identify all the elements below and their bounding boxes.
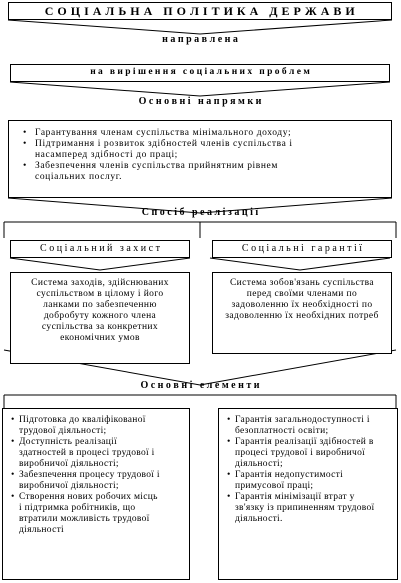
bullet-icon: • [227,492,231,502]
bullet-icon: • [11,492,15,502]
elements-right-list [227,415,377,525]
main-directions-list [23,128,323,183]
bullet-icon: • [23,139,27,149]
element-text: Гарантія реалізації здібностей в процесі трудової і виробничої діяльності; [235,437,374,469]
aimed-label: н а п р а в л е н а [162,34,238,45]
element-text: Гарантія недопустимості примусової праці; [235,470,344,491]
method-label: С п о с і б р е а л і з а ц і ї [141,207,259,218]
element-text: Підготовка до кваліфікованої трудової діяльності; [19,415,146,436]
title-box [8,2,392,20]
element-text: Гарантія мінімізації втрат у зв'язку із припиненням трудової діяльності. [235,492,375,524]
main-direction-item [23,139,323,161]
element-text: Доступність реалізації здатностей в процесі трудової і виробничої діяльності; [19,437,155,469]
bullet-icon: • [23,128,27,138]
element-item [11,437,161,470]
elements-right-box [218,408,398,580]
bullet-icon: • [11,470,15,480]
bullet-icon: • [227,415,231,425]
bullet-icon: • [227,437,231,447]
social-guarantees-header [212,240,392,258]
aimed-target-box [10,64,390,82]
element-text: Забезпечення процесу трудової і виробничої діяльності; [19,470,160,491]
element-item [227,492,377,525]
main-direction-item [23,161,323,183]
main-elements-label: О с н о в н і е л е м е н т и [140,380,260,391]
bullet-icon: • [11,437,15,447]
social-protection-box [10,272,190,364]
social-protection-header [10,240,190,258]
main-direction-text: Забезпечення членів суспільства прийнятним рівнем соціальних послуг. [35,161,278,182]
elements-left-list [11,415,161,536]
social-protection-label: С о ц і а л ь н и й з а х и с т [40,243,160,254]
bullet-icon: • [23,161,27,171]
social-guarantees-label: С о ц і а л ь н і г а р а н т і ї [241,243,363,254]
element-item [11,415,161,437]
main-direction-text: Підтримання і розвиток здібностей членів суспільства і насамперед здібності до праці; [35,139,293,160]
element-item [11,470,161,492]
element-item [227,470,377,492]
element-item [11,492,161,536]
bullet-icon: • [11,415,15,425]
diagram-title: С О Ц І А Л Ь Н А П О Л І Т И К А Д Е Р Ж А В И [44,4,356,18]
main-directions-box [8,120,392,198]
main-direction-item [23,128,323,139]
aimed-target-text: н а в и р і ш е н н я с о ц і а л ь н и х п р о б л е м [90,67,310,77]
social-guarantees-description: Система зобов'язань суспільства перед своїми членами по задоволенню їх необхідності по задоволенню їх необхідних потреб [225,278,379,321]
element-text: Гарантія загальнодоступності і безоплатності освіти; [235,415,370,436]
bullet-icon: • [227,470,231,480]
main-direction-text: Гарантування членам суспільства мінімального доходу; [35,128,292,138]
main-directions-label: О с н о в н і н а п р я м к и [138,96,262,107]
element-item [227,437,377,470]
elements-left-box [2,408,190,580]
social-guarantees-box [212,272,392,354]
element-text: Створення нових робочих місць і підтримка робітників, що втратили можливість трудової діяльності [19,492,158,535]
element-item [227,415,377,437]
social-protection-description: Система заходів, здійснюваних суспільством в цілому і його ланками по забезпеченню добробуту кожного члена суспільства за конкретних економічних умов [31,278,169,343]
